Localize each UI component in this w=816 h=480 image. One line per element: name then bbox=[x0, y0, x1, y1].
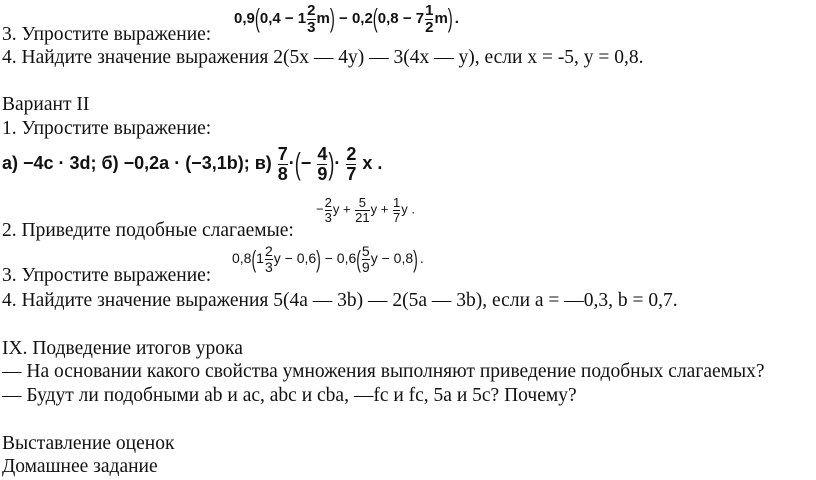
denominator: 9 bbox=[317, 163, 328, 184]
denominator: 7 bbox=[346, 163, 357, 184]
grading-heading: Выставление оценок bbox=[2, 433, 175, 454]
left-paren: ( bbox=[294, 147, 301, 182]
numerator: 1 bbox=[425, 2, 434, 19]
formula-4-mid: − 0,6 bbox=[324, 249, 357, 266]
minus-sign: − bbox=[300, 153, 312, 174]
numerator: 1 bbox=[392, 195, 401, 210]
variable-m: m bbox=[434, 10, 448, 28]
variant-heading: Вариант II bbox=[2, 94, 90, 115]
dot-operator: · bbox=[288, 153, 295, 174]
denominator: 7 bbox=[392, 209, 401, 225]
formula-simplify-2 bbox=[232, 244, 424, 274]
denominator: 3 bbox=[307, 18, 316, 36]
variant-task-3-label: 3. Упростите выражение: bbox=[2, 265, 212, 286]
minus-sign: − bbox=[316, 201, 324, 217]
denominator: 21 bbox=[355, 209, 370, 225]
formula-2-tail: x . bbox=[362, 153, 383, 174]
homework-heading: Домашнее задание bbox=[2, 456, 158, 477]
question-2: — Будут ли подобными ab и ac, abc и cba, —fc и fc, 5a и 5c? Почему? bbox=[2, 385, 577, 406]
formula-simplify-1 bbox=[234, 3, 459, 36]
end-dot: . bbox=[454, 10, 459, 28]
denominator: 2 bbox=[425, 18, 434, 36]
left-paren: ( bbox=[254, 4, 260, 34]
numerator: 5 bbox=[361, 243, 370, 259]
numerator: 7 bbox=[277, 144, 288, 164]
right-paren: ) bbox=[447, 4, 453, 34]
right-paren: ) bbox=[328, 147, 335, 182]
right-paren: ) bbox=[316, 245, 321, 273]
formula-4-inner-b: y − 0,8 bbox=[370, 249, 414, 266]
formula-1-inner-b: 0,8 − 7 bbox=[377, 10, 425, 28]
numerator: 2 bbox=[346, 144, 357, 164]
fraction bbox=[393, 196, 400, 224]
denominator: 9 bbox=[361, 258, 370, 275]
variable-m: m bbox=[316, 10, 330, 28]
variant-task-4-text: 4. Найдите значение выражения 5(4a — 3b) — 2(5a — 3b), если a = —0,3, b = 0,7. bbox=[2, 290, 678, 311]
denominator: 3 bbox=[324, 209, 332, 225]
term-y: y + bbox=[332, 201, 351, 217]
formula-simplify-variant bbox=[2, 145, 382, 184]
fraction bbox=[265, 244, 273, 274]
variant-task-2-label: 2. Приведите подобные слагаемые: bbox=[2, 220, 294, 241]
term-y: y . bbox=[401, 201, 415, 217]
formula-2-text: а) −4c · 3d; б) −0,2a · (−3,1b); в) bbox=[2, 153, 272, 174]
dot-operator: · bbox=[334, 153, 341, 174]
formula-1-inner-a: 0,4 − 1 bbox=[259, 10, 307, 28]
variant-task-1-label: 1. Упростите выражение: bbox=[2, 118, 212, 139]
fraction bbox=[362, 244, 370, 274]
formula-4-int: 1 bbox=[256, 249, 264, 266]
numerator: 2 bbox=[324, 195, 332, 210]
section-ix-heading: IX. Подведение итогов урока bbox=[2, 338, 243, 359]
task-4-text: 4. Найдите значение выражения 2(5x — 4y) — 3(4x — y), если x = -5, y = 0,8. bbox=[2, 47, 644, 68]
fraction bbox=[325, 196, 332, 224]
numerator: 2 bbox=[264, 243, 273, 259]
fraction bbox=[425, 3, 433, 36]
formula-1-coef: 0,9 bbox=[234, 10, 255, 28]
fraction bbox=[317, 145, 327, 184]
formula-like-terms bbox=[316, 196, 415, 224]
left-paren: ( bbox=[372, 4, 378, 34]
fraction bbox=[346, 145, 356, 184]
task-3-label: 3. Упростите выражение: bbox=[2, 24, 212, 45]
formula-4-coef: 0,8 bbox=[232, 249, 252, 266]
numerator: 5 bbox=[358, 195, 367, 210]
denominator: 3 bbox=[264, 258, 273, 275]
term-y: y + bbox=[370, 201, 389, 217]
question-1: — На основании какого свойства умножения выполняют приведение подобных слагаемых? bbox=[2, 361, 765, 382]
formula-1-mid: − 0,2 bbox=[339, 10, 373, 28]
fraction bbox=[278, 145, 288, 184]
left-paren: ( bbox=[251, 245, 257, 273]
numerator: 4 bbox=[317, 144, 328, 164]
formula-4-inner-a: y − 0,6 bbox=[273, 249, 317, 266]
end-dot: . bbox=[419, 249, 424, 266]
right-paren: ) bbox=[413, 245, 418, 273]
denominator: 8 bbox=[277, 163, 288, 184]
right-paren: ) bbox=[329, 4, 335, 34]
left-paren: ( bbox=[356, 245, 361, 273]
fraction bbox=[307, 3, 315, 36]
numerator: 2 bbox=[307, 2, 316, 19]
fraction bbox=[355, 196, 369, 224]
